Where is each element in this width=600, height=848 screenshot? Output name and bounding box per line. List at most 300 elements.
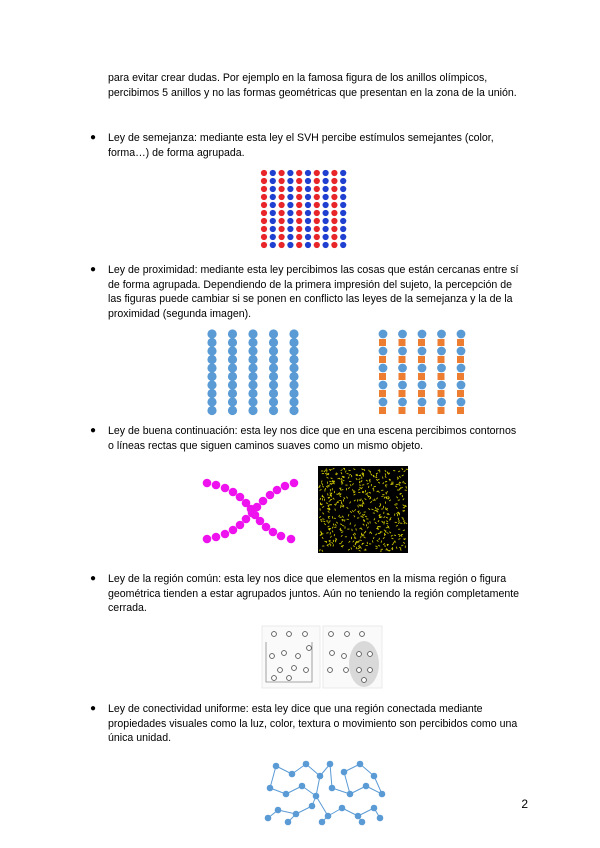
column-square — [399, 373, 406, 380]
column-dot — [419, 330, 426, 337]
curve-dot — [273, 486, 282, 495]
network-node — [319, 819, 326, 826]
curve-dot — [281, 482, 290, 491]
grid-dot — [270, 218, 276, 224]
grid-dot — [314, 170, 320, 176]
grid-dot — [296, 202, 302, 208]
grid-dot — [270, 210, 276, 216]
texture-stroke — [350, 523, 351, 525]
column-dot — [399, 381, 406, 388]
network-node — [325, 813, 332, 820]
grid-dot — [261, 234, 267, 240]
grid-dot — [261, 210, 267, 216]
texture-stroke — [389, 519, 391, 520]
grid-dot — [261, 242, 267, 248]
network-node — [267, 785, 274, 792]
column-square — [379, 407, 386, 414]
small-circle — [278, 668, 283, 673]
column-dot — [269, 406, 278, 415]
column-dot — [380, 364, 387, 371]
grid-dot — [261, 202, 267, 208]
column-dot — [269, 329, 278, 338]
column-dot — [289, 329, 298, 338]
small-circle — [296, 654, 301, 659]
column-dot — [207, 389, 216, 398]
grid-dot — [279, 218, 285, 224]
grid-dot — [270, 202, 276, 208]
texture-stroke — [372, 540, 373, 542]
network-node — [377, 815, 384, 822]
small-circle — [362, 678, 367, 683]
grid-dot — [323, 218, 329, 224]
grid-dot — [270, 242, 276, 248]
column-square — [438, 339, 445, 346]
grid-dot — [340, 218, 346, 224]
small-circle — [329, 632, 334, 637]
grid-dot — [314, 226, 320, 232]
column-dot — [458, 381, 465, 388]
grid-dot — [287, 194, 293, 200]
column-square — [457, 373, 464, 380]
column-square — [379, 339, 386, 346]
curve-dot — [229, 526, 238, 535]
region-comun-figure — [262, 626, 382, 688]
grid-dot — [305, 234, 311, 240]
grid-dot — [287, 234, 293, 240]
column-dot — [207, 346, 216, 355]
column-dot — [207, 372, 216, 381]
grid-dot — [261, 186, 267, 192]
grid-dot — [296, 186, 302, 192]
column-square — [418, 407, 425, 414]
column-dot — [419, 398, 426, 405]
texture-stroke — [359, 485, 361, 486]
network-node — [355, 813, 362, 820]
grid-dot — [270, 170, 276, 176]
connector-line — [344, 772, 350, 794]
section-region-comun-text: Ley de la región común: esta ley nos dice que elementos en la misma región o figura geométrica tienden a estar agrupados juntos. Aún no teniendo la región completamente cerrada. — [108, 573, 520, 614]
grid-dot — [340, 186, 346, 192]
section-continuacion-text: Ley de buena continuación: esta ley nos dice que en una escena percibimos contornos o líneas rectas que siguen caminos suaves como un mismo objeto. — [108, 425, 517, 452]
grid-dot — [287, 170, 293, 176]
grid-dot — [340, 226, 346, 232]
column-dot — [419, 381, 426, 388]
texture-stroke — [387, 544, 389, 545]
grid-dot — [270, 178, 276, 184]
texture-stroke — [355, 536, 356, 538]
semejanza-dot-grid-figure — [260, 169, 348, 249]
texture-stroke — [337, 478, 339, 479]
column-dot — [289, 406, 298, 415]
column-square — [457, 356, 464, 363]
curve-dot — [290, 479, 299, 488]
grid-dot — [305, 186, 311, 192]
proximidad-grouped-columns-figure — [204, 328, 304, 414]
column-dot — [458, 364, 465, 371]
grid-dot — [287, 242, 293, 248]
grid-dot — [331, 210, 337, 216]
small-circle — [344, 668, 349, 673]
conectividad-network-figure — [262, 758, 390, 826]
grid-dot — [279, 234, 285, 240]
bullet-icon: ● — [90, 425, 97, 436]
column-square — [457, 407, 464, 414]
network-node — [265, 815, 272, 822]
column-dot — [228, 338, 237, 347]
column-dot — [438, 364, 445, 371]
curve-dot — [221, 530, 230, 539]
grid-dot — [279, 202, 285, 208]
column-dot — [380, 347, 387, 354]
small-circle — [282, 651, 287, 656]
network-node — [273, 763, 280, 770]
column-dot — [289, 338, 298, 347]
texture-stroke — [330, 499, 332, 500]
grid-dot — [340, 194, 346, 200]
texture-stroke — [368, 486, 369, 488]
grid-dot — [296, 218, 302, 224]
grid-dot — [331, 194, 337, 200]
section-proximidad-text: Ley de proximidad: mediante esta ley percibimos las cosas que están cercanas entre sí de forma agrupada. Dependiendo de la primera impresión del sujeto, la percepción de las figuras puede cambiar si se ponen en conflicto las leyes de la semejanza y la de la proximidad (segunda imagen). — [108, 264, 519, 320]
small-circle — [328, 668, 333, 673]
column-dot — [399, 364, 406, 371]
grid-dot — [340, 202, 346, 208]
column-dot — [289, 397, 298, 406]
column-dot — [248, 329, 257, 338]
column-dot — [228, 406, 237, 415]
column-dot — [289, 380, 298, 389]
column-dot — [438, 381, 445, 388]
grid-dot — [261, 226, 267, 232]
bullet-icon: ● — [90, 264, 97, 275]
column-square — [379, 356, 386, 363]
network-node — [327, 761, 334, 768]
grid-dot — [261, 170, 267, 176]
grid-dot — [314, 210, 320, 216]
grid-dot — [331, 242, 337, 248]
column-dot — [269, 346, 278, 355]
grid-dot — [305, 194, 311, 200]
column-dot — [228, 389, 237, 398]
small-circle — [357, 668, 362, 673]
network-node — [371, 805, 378, 812]
grid-dot — [279, 194, 285, 200]
column-square — [399, 390, 406, 397]
column-dot — [419, 347, 426, 354]
grid-dot — [296, 226, 302, 232]
small-circle — [357, 652, 362, 657]
column-square — [399, 339, 406, 346]
grid-dot — [287, 218, 293, 224]
column-dot — [458, 398, 465, 405]
column-dot — [269, 338, 278, 347]
grid-dot — [340, 210, 346, 216]
grid-dot — [287, 210, 293, 216]
column-square — [379, 373, 386, 380]
bullet-icon: ● — [90, 703, 97, 714]
network-node — [299, 783, 306, 790]
texture-stroke — [326, 468, 327, 470]
curve-dot — [277, 532, 286, 541]
grid-dot — [314, 202, 320, 208]
connector-line — [330, 764, 332, 788]
grid-dot — [287, 186, 293, 192]
column-dot — [380, 330, 387, 337]
network-node — [347, 791, 354, 798]
column-square — [438, 390, 445, 397]
curve-dot — [203, 479, 212, 488]
column-dot — [248, 363, 257, 372]
column-dot — [269, 397, 278, 406]
grid-dot — [331, 234, 337, 240]
small-circle — [272, 632, 277, 637]
column-dot — [269, 355, 278, 364]
grid-dot — [331, 170, 337, 176]
section-semejanza-text: Ley de semejanza: mediante esta ley el SVH percibe estímulos semejantes (color, forma…) de forma agrupada. — [108, 132, 494, 159]
grid-dot — [279, 170, 285, 176]
network-node — [313, 793, 320, 800]
column-dot — [269, 363, 278, 372]
column-square — [399, 407, 406, 414]
column-dot — [228, 380, 237, 389]
grid-dot — [323, 242, 329, 248]
grid-dot — [331, 202, 337, 208]
grid-dot — [296, 234, 302, 240]
grid-dot — [323, 202, 329, 208]
column-dot — [207, 355, 216, 364]
column-dot — [380, 381, 387, 388]
grid-dot — [296, 194, 302, 200]
grid-dot — [323, 178, 329, 184]
small-circle — [287, 632, 292, 637]
grid-dot — [279, 178, 285, 184]
small-circle — [292, 666, 297, 671]
grid-dot — [279, 226, 285, 232]
column-dot — [228, 372, 237, 381]
column-dot — [228, 346, 237, 355]
network-node — [357, 761, 364, 768]
grid-dot — [287, 202, 293, 208]
column-dot — [399, 330, 406, 337]
small-circle — [304, 668, 309, 673]
column-square — [438, 373, 445, 380]
network-node — [329, 785, 336, 792]
network-node — [283, 791, 290, 798]
bullet-icon: ● — [90, 132, 97, 143]
column-dot — [207, 397, 216, 406]
small-circle — [368, 652, 373, 657]
column-dot — [289, 346, 298, 355]
network-node — [285, 819, 292, 826]
grid-dot — [305, 218, 311, 224]
proximidad-mixed-columns-figure — [377, 328, 469, 414]
column-dot — [289, 355, 298, 364]
small-circle — [360, 632, 365, 637]
column-square — [457, 390, 464, 397]
network-node — [359, 819, 366, 826]
curve-dot — [221, 484, 230, 493]
column-dot — [248, 346, 257, 355]
column-dot — [438, 330, 445, 337]
grid-dot — [305, 226, 311, 232]
grid-dot — [340, 170, 346, 176]
column-dot — [380, 398, 387, 405]
column-square — [379, 390, 386, 397]
texture-stroke — [326, 533, 328, 534]
grid-dot — [305, 242, 311, 248]
curve-dot — [262, 523, 271, 532]
column-square — [399, 356, 406, 363]
texture-stroke — [385, 481, 387, 482]
small-circle — [342, 654, 347, 659]
column-dot — [228, 363, 237, 372]
column-dot — [399, 347, 406, 354]
texture-stroke — [320, 498, 321, 500]
continuacion-texture-figure — [318, 466, 408, 553]
grid-dot — [261, 178, 267, 184]
texture-stroke — [363, 534, 364, 536]
intro-paragraph: para evitar crear dudas. Por ejemplo en la famosa figura de los anillos olímpicos, percibimos 5 anillos y no las formas geométricas que presentan en la zona de la unión. — [108, 72, 517, 99]
column-dot — [269, 389, 278, 398]
small-circle — [307, 646, 312, 651]
grid-dot — [279, 210, 285, 216]
grid-dot — [340, 242, 346, 248]
small-circle — [345, 632, 350, 637]
curve-dot — [269, 528, 278, 537]
column-dot — [289, 363, 298, 372]
column-dot — [207, 338, 216, 347]
column-dot — [419, 364, 426, 371]
column-dot — [399, 398, 406, 405]
network-node — [293, 811, 300, 818]
grid-dot — [296, 242, 302, 248]
small-circle — [368, 668, 373, 673]
grid-dot — [340, 178, 346, 184]
grid-dot — [323, 234, 329, 240]
texture-stroke — [351, 475, 352, 477]
small-circle — [270, 654, 275, 659]
network-node — [317, 773, 324, 780]
column-dot — [207, 329, 216, 338]
grid-dot — [314, 178, 320, 184]
column-square — [438, 407, 445, 414]
grid-dot — [323, 226, 329, 232]
texture-stroke — [356, 547, 357, 549]
column-square — [418, 356, 425, 363]
network-node — [303, 761, 310, 768]
texture-stroke — [334, 527, 336, 528]
grid-dot — [314, 218, 320, 224]
texture-stroke — [339, 494, 341, 495]
column-square — [438, 356, 445, 363]
grid-dot — [331, 186, 337, 192]
column-dot — [269, 380, 278, 389]
grid-dot — [296, 170, 302, 176]
column-dot — [248, 338, 257, 347]
grid-dot — [305, 170, 311, 176]
grid-dot — [270, 226, 276, 232]
column-dot — [228, 329, 237, 338]
curve-dot — [259, 497, 268, 506]
grid-dot — [314, 194, 320, 200]
network-node — [341, 769, 348, 776]
bullet-icon: ● — [90, 573, 97, 584]
grid-dot — [261, 194, 267, 200]
small-circle — [330, 651, 335, 656]
grid-dot — [331, 226, 337, 232]
grid-dot — [331, 178, 337, 184]
small-circle — [287, 676, 292, 681]
column-dot — [248, 406, 257, 415]
column-dot — [438, 398, 445, 405]
grid-dot — [287, 178, 293, 184]
curve-dot — [287, 535, 296, 544]
grid-dot — [314, 234, 320, 240]
connector-line — [270, 766, 276, 788]
grid-dot — [270, 194, 276, 200]
curve-dot — [266, 491, 275, 500]
column-dot — [207, 380, 216, 389]
grid-dot — [270, 234, 276, 240]
page-number: 2 — [521, 797, 528, 811]
column-dot — [248, 397, 257, 406]
texture-stroke — [394, 505, 396, 506]
curve-dot — [212, 481, 221, 490]
grid-dot — [296, 178, 302, 184]
grid-dot — [270, 186, 276, 192]
curve-dot — [212, 533, 221, 542]
column-dot — [289, 372, 298, 381]
grid-dot — [261, 218, 267, 224]
network-node — [339, 805, 346, 812]
grid-dot — [279, 186, 285, 192]
grid-dot — [331, 218, 337, 224]
curve-dot — [203, 535, 212, 544]
grid-dot — [279, 242, 285, 248]
grid-dot — [323, 210, 329, 216]
column-dot — [207, 363, 216, 372]
column-dot — [248, 389, 257, 398]
column-dot — [228, 397, 237, 406]
curve-dot — [229, 488, 238, 497]
section-conectividad-text: Ley de conectividad uniforme: esta ley dice que una región conectada mediante propiedades visuales como la luz, color, textura o movimiento son percibidos como una única unidad. — [108, 703, 518, 744]
network-node — [275, 807, 282, 814]
column-square — [418, 390, 425, 397]
grid-dot — [323, 194, 329, 200]
network-node — [309, 803, 316, 810]
grid-dot — [287, 226, 293, 232]
column-dot — [248, 372, 257, 381]
grid-dot — [323, 170, 329, 176]
texture-stroke — [403, 530, 405, 531]
column-dot — [438, 347, 445, 354]
continuacion-crossing-curves-figure — [199, 477, 301, 545]
column-square — [457, 339, 464, 346]
grid-dot — [296, 210, 302, 216]
column-square — [418, 373, 425, 380]
grid-dot — [314, 186, 320, 192]
column-dot — [228, 355, 237, 364]
column-dot — [248, 380, 257, 389]
network-node — [371, 773, 378, 780]
grid-dot — [305, 202, 311, 208]
column-dot — [458, 347, 465, 354]
texture-stroke — [390, 484, 392, 485]
network-node — [289, 771, 296, 778]
grid-dot — [323, 186, 329, 192]
column-dot — [207, 406, 216, 415]
connector-line — [316, 796, 328, 816]
